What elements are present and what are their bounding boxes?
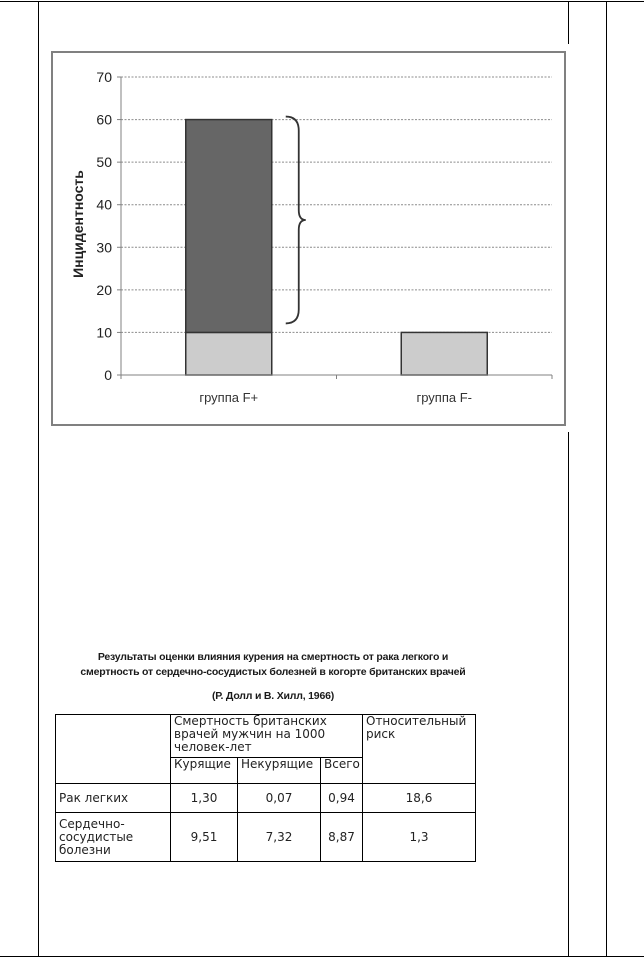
- bar-excess: [186, 120, 272, 333]
- y-tick-label: 0: [104, 367, 112, 383]
- cell-nonsmokers: 0,07: [238, 784, 321, 813]
- chart-frame: [51, 51, 566, 426]
- y-tick-label: 60: [96, 111, 112, 128]
- cell-nonsmokers: 7,32: [238, 813, 321, 862]
- y-tick-label: 10: [96, 324, 112, 341]
- cell-total: 0,94: [321, 784, 363, 813]
- bar-base: [401, 332, 487, 375]
- table-caption-source: (Р. Долл и В. Хилл, 1966): [211, 690, 335, 702]
- page-column-line-mid-lower: [568, 432, 569, 957]
- y-tick-label: 30: [96, 239, 112, 256]
- table-row: [56, 784, 476, 813]
- cell-smokers: 1,30: [171, 784, 238, 813]
- brace-annotation: [286, 117, 306, 324]
- x-tick-label: группа F+: [199, 390, 259, 405]
- table-caption-line2: смертность от сердечно-сосудистых болезней в когорте британских врачей: [80, 666, 466, 678]
- page-column-line-right: [606, 1, 607, 957]
- y-tick-label: 20: [96, 281, 112, 298]
- subheader-total: Всего: [321, 758, 363, 784]
- y-tick-label: 70: [96, 69, 112, 85]
- y-tick-label: 40: [96, 196, 112, 213]
- cell-total: 8,87: [321, 813, 363, 862]
- page-column-line-left: [38, 1, 39, 957]
- table-caption-line1: Результаты оценки влияния курения на смертность от рака легкого и: [97, 651, 449, 663]
- row-label: Сердечно-сосудистые болезни: [56, 813, 171, 862]
- row-label: Рак легких: [56, 784, 171, 813]
- header-mortality: Смертность британских врачей мужчин на 1000 человек-лет: [171, 715, 363, 758]
- cell-relative-risk: 18,6: [363, 784, 476, 813]
- bar-base: [186, 332, 272, 375]
- y-tick-label: 50: [96, 154, 112, 171]
- page-border-bottom: [0, 956, 644, 957]
- page-border-top: [0, 1, 644, 2]
- x-tick-label: группа F-: [416, 390, 473, 405]
- bar-chart: [53, 53, 564, 424]
- table-row: [56, 813, 476, 862]
- subheader-smokers: Курящие: [171, 758, 238, 784]
- results-table: [55, 714, 476, 862]
- header-empty-cell: [56, 715, 171, 784]
- subheader-nonsmokers: Некурящие: [238, 758, 321, 784]
- header-relative-risk: Относительный риск: [363, 715, 476, 784]
- cell-relative-risk: 1,3: [363, 813, 476, 862]
- annotation-layer: [286, 117, 306, 324]
- table-header-row: [56, 715, 476, 758]
- cell-smokers: 9,51: [171, 813, 238, 862]
- y-axis-label: Инцидентность: [70, 170, 86, 278]
- page-column-line-mid: [568, 1, 569, 44]
